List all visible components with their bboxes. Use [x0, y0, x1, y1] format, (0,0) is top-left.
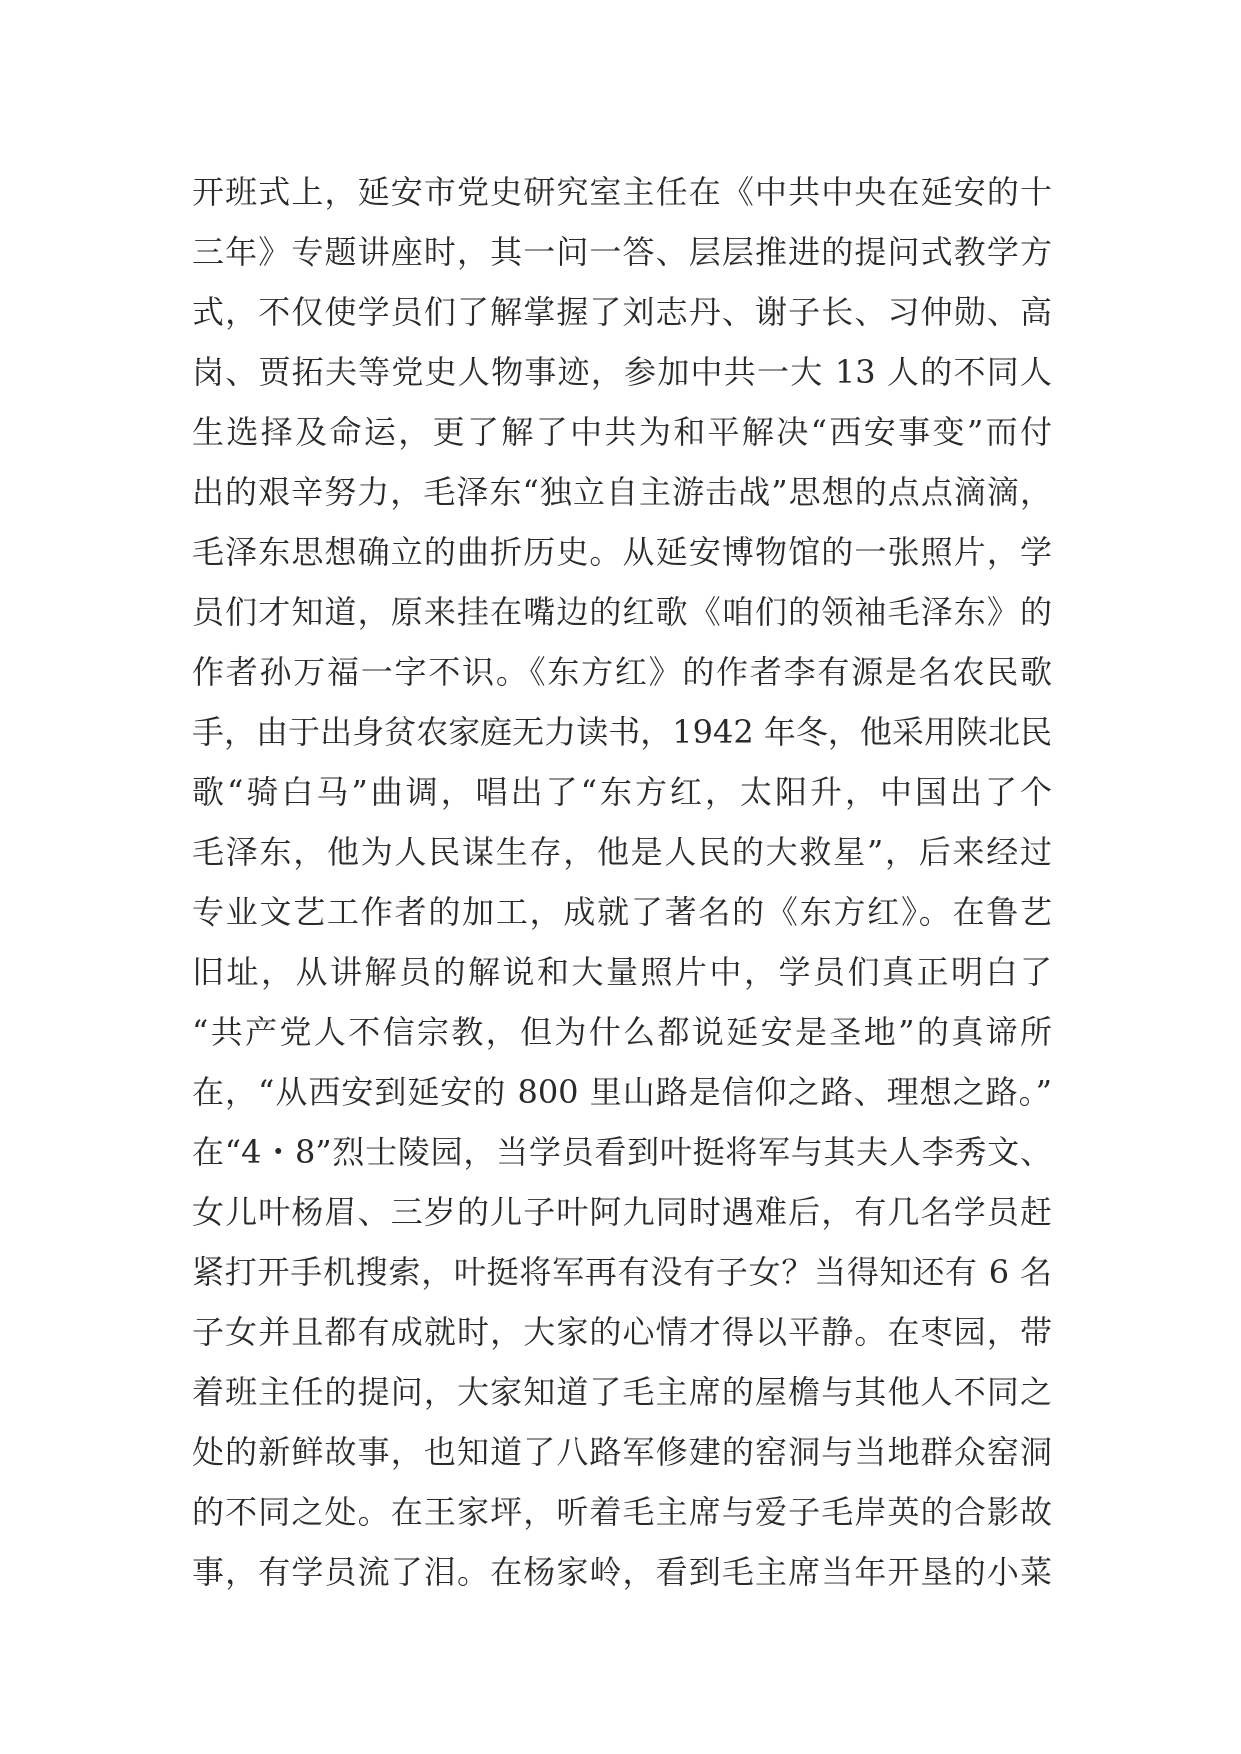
text-line: “共产党人不信宗教，但为什么都说延安是圣地”的真谛所 — [192, 1013, 1052, 1051]
text-line: 毛泽东思想确立的曲折历史。从延安博物馆的一张照片，学 — [192, 533, 1052, 571]
text-line: 作者孙万福一字不识。《东方红》的作者李有源是名农民歌 — [192, 653, 1052, 691]
text-line: 毛泽东，他为人民谋生存，他是人民的大救星”，后来经过 — [192, 833, 1052, 871]
text-line: 生选择及命运，更了解了中共为和平解决“西安事变”而付 — [192, 413, 1052, 451]
text-line: 的不同之处。在王家坪，听着毛主席与爱子毛岸英的合影故 — [192, 1493, 1052, 1531]
text-line: 在“4・8”烈士陵园，当学员看到叶挺将军与其夫人李秀文、 — [192, 1133, 1052, 1171]
text-line: 歌“骑白马”曲调，唱出了“东方红，太阳升，中国出了个 — [192, 773, 1052, 811]
text-line: 紧打开手机搜索，叶挺将军再有没有子女？当得知还有 6 名 — [192, 1253, 1052, 1291]
body-paragraph — [192, 162, 1052, 1602]
text-line: 事，有学员流了泪。在杨家岭，看到毛主席当年开垦的小菜 — [192, 1553, 1052, 1591]
text-line: 开班式上，延安市党史研究室主任在《中共中央在延安的十 — [192, 173, 1052, 211]
text-line: 专业文艺工作者的加工，成就了著名的《东方红》。在鲁艺 — [192, 893, 1052, 931]
text-line: 式，不仅使学员们了解掌握了刘志丹、谢子长、习仲勋、高 — [192, 293, 1052, 331]
text-line: 三年》专题讲座时，其一问一答、层层推进的提问式教学方 — [192, 233, 1052, 271]
text-line: 着班主任的提问，大家知道了毛主席的屋檐与其他人不同之 — [192, 1373, 1052, 1411]
text-line: 旧址，从讲解员的解说和大量照片中，学员们真正明白了 — [192, 953, 1052, 991]
text-line: 女儿叶杨眉、三岁的儿子叶阿九同时遇难后，有几名学员赶 — [192, 1193, 1052, 1231]
text-line: 在，“从西安到延安的 800 里山路是信仰之路、理想之路。” — [192, 1073, 1052, 1111]
text-line: 岗、贾拓夫等党史人物事迹，参加中共一大 13 人的不同人 — [192, 353, 1052, 391]
text-line: 出的艰辛努力，毛泽东“独立自主游击战”思想的点点滴滴， — [192, 473, 1052, 511]
text-line: 处的新鲜故事，也知道了八路军修建的窑洞与当地群众窑洞 — [192, 1433, 1052, 1471]
text-line: 员们才知道，原来挂在嘴边的红歌《咱们的领袖毛泽东》的 — [192, 593, 1052, 631]
text-line: 子女并且都有成就时，大家的心情才得以平静。在枣园，带 — [192, 1313, 1052, 1351]
text-line: 手，由于出身贫农家庭无力读书，1942 年冬，他采用陕北民 — [192, 713, 1052, 751]
